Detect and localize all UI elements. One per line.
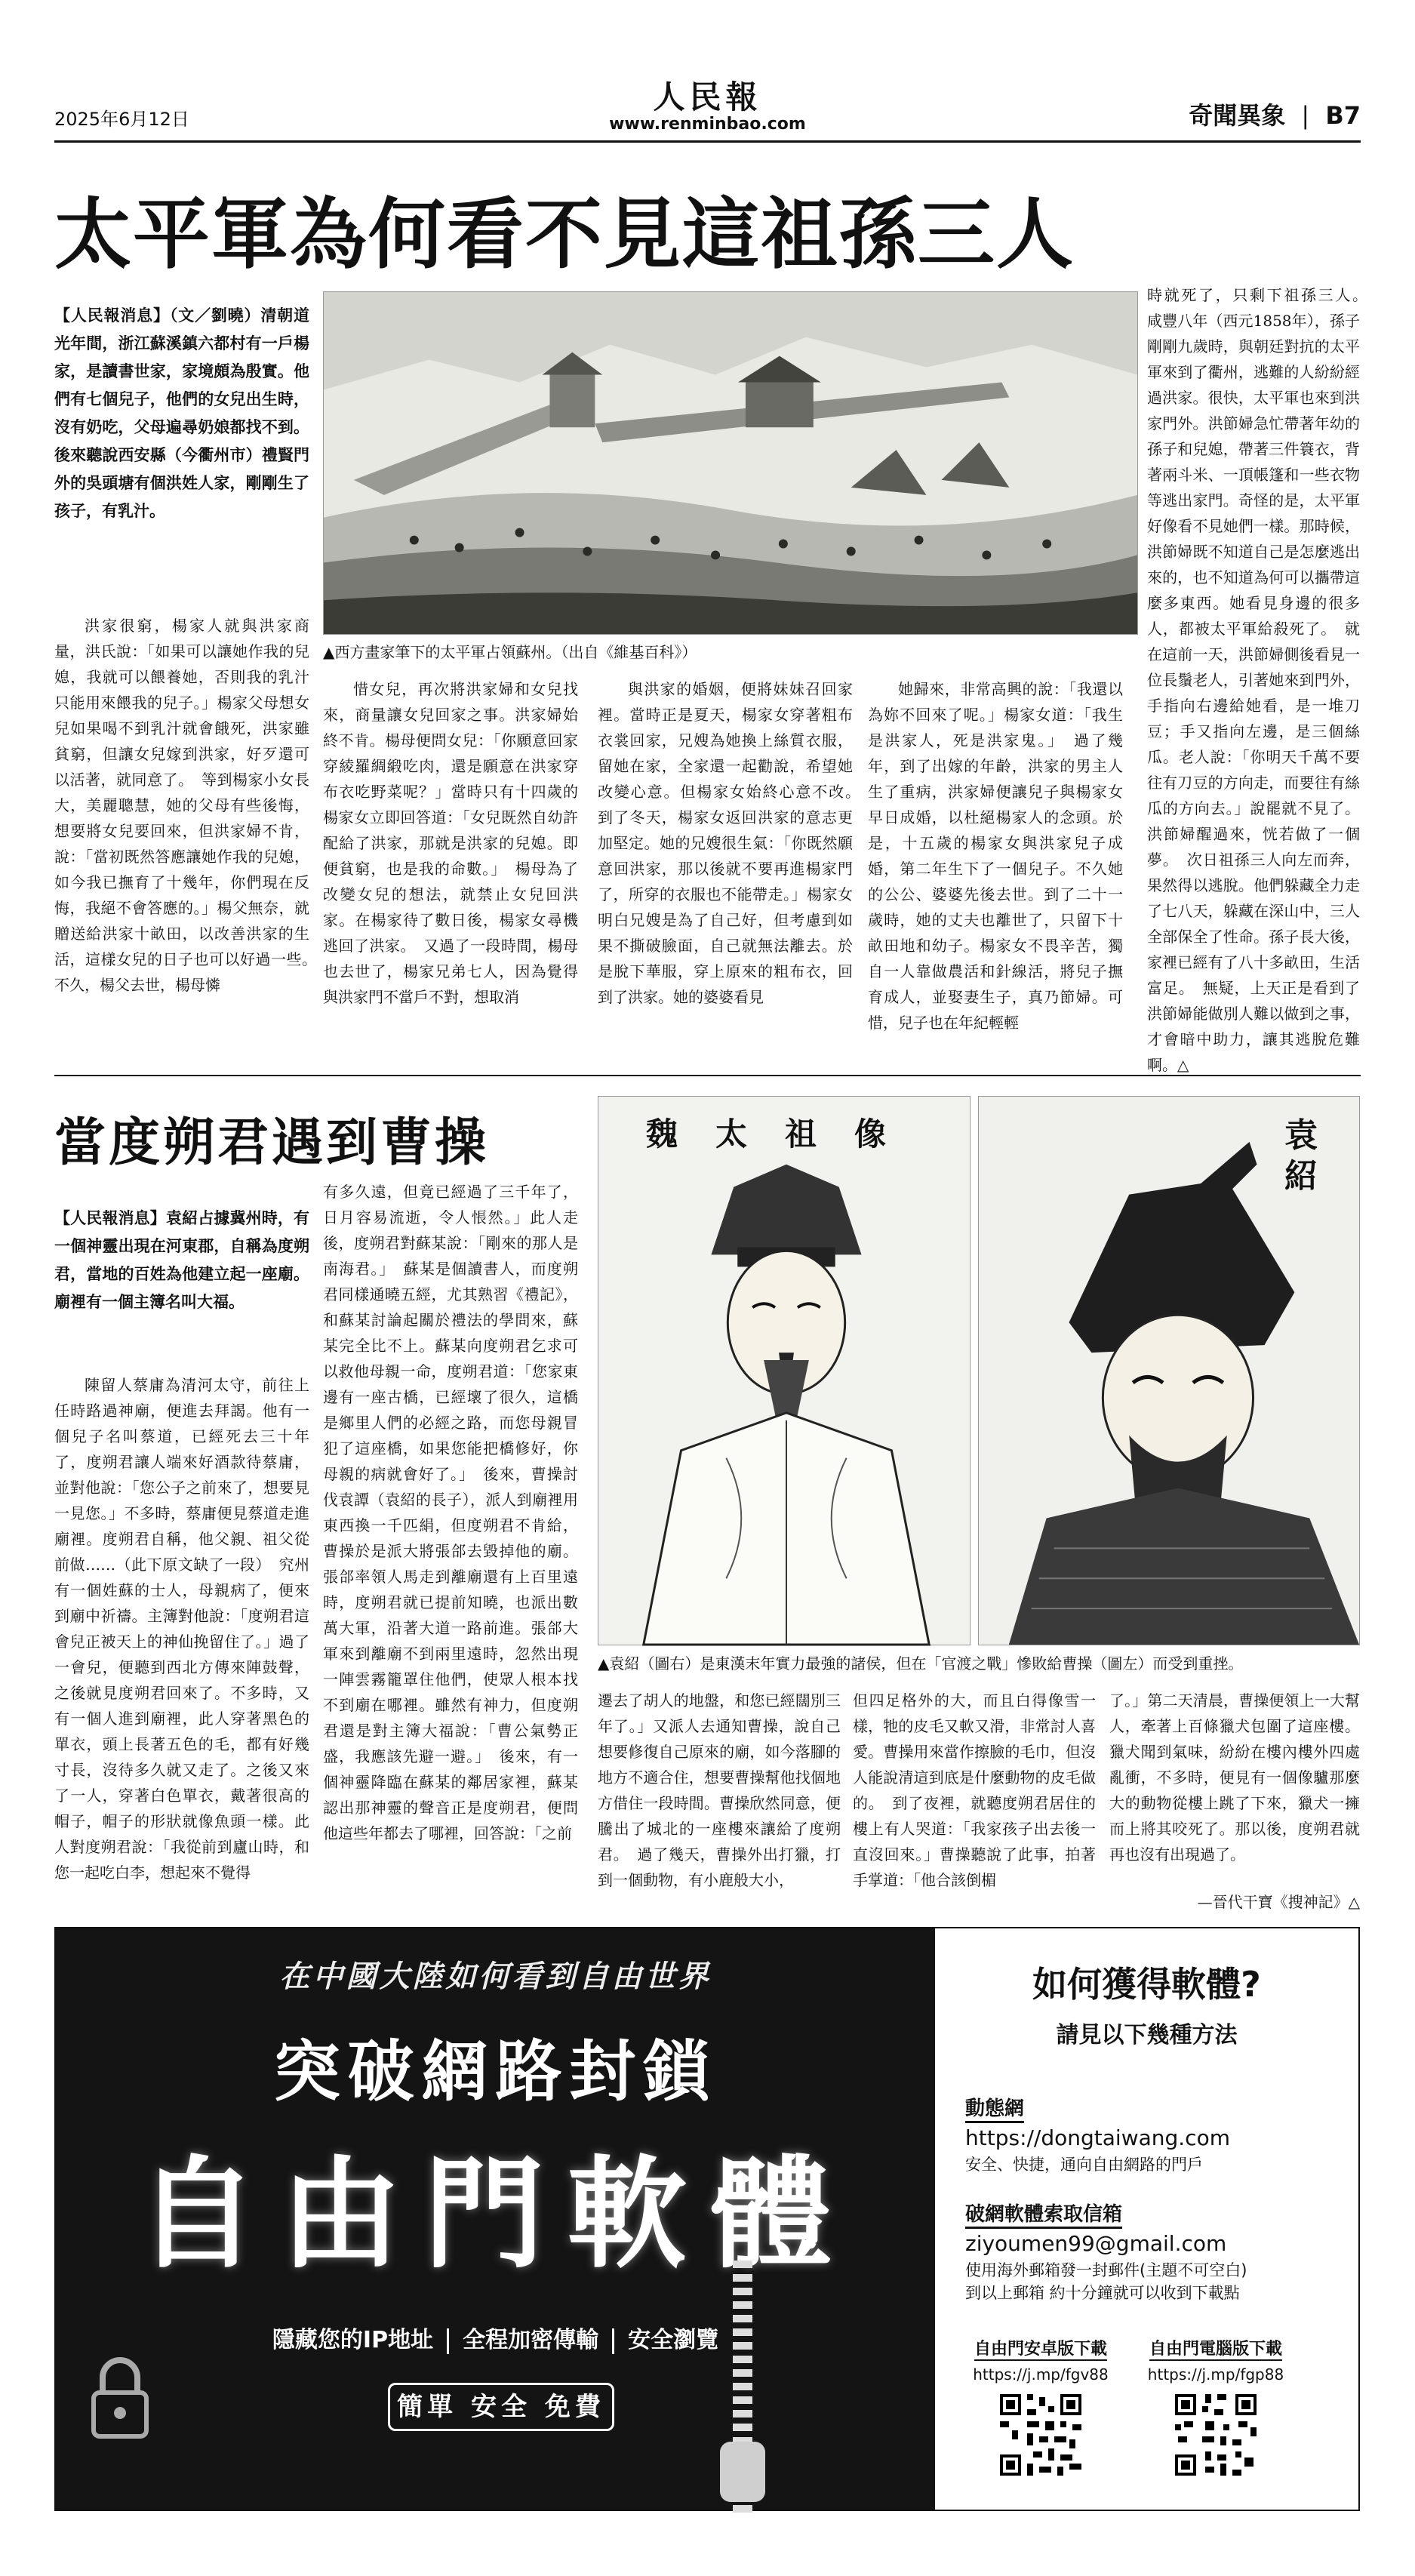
- article2-col-4: 但四足格外的大，而且白得像雪一樣，牠的皮毛又軟又滑，非常討人喜愛。曹操用來當作擦臉的毛巾，但沒人能說清這到底是什麼動物的皮毛做的。 到了夜裡，就聽度朔君居住的樓上有人哭道：「我家孩子出去後一直沒回來。」曹操聽說了此事，拍著手掌道：「他合該倒楣: [853, 1691, 1096, 1889]
- ad-feature-encrypt: 全程加密傳輸: [463, 2327, 599, 2353]
- masthead-rule: [54, 140, 1361, 143]
- article2-col-3: 遷去了胡人的地盤，和您已經闊別三年了。」又派人去通知曹操，說自己想要修復自己原來的廟，如今落腳的地方不適合住，想要曹操幫他找個地方借住一段時間。曹操欣然同意，便騰出了城北的一座樓來讓給了度朔君。 過了幾天，曹操外出打獵，打到一個動物，有小鹿般大小，: [598, 1691, 841, 1889]
- article2-lead: 【人民報消息】袁紹占據冀州時，有一個神靈出現在河東郡，自稱為度朔君，當地的百姓為他建立起一座廟。廟裡有一個主簿名叫大福。: [54, 1209, 309, 1311]
- qr-code-icon: [997, 2391, 1084, 2479]
- ad-download-android[interactable]: [958, 2336, 1124, 2482]
- ad-left-panel: [56, 1928, 935, 2510]
- ad-download-android-title: 自由門安卓版下載: [974, 2336, 1107, 2361]
- article1-col-4: 她歸來，非常高興的說：「我還以為妳不回來了呢。」楊家女道：「我生是洪家人，死是洪家鬼。」 過了幾年，到了出嫁的年齡，洪家的男主人生了重病，洪家婦便讓兒子與楊家女早日成婚，以杜絕楊家人的念頭。於是，十五歲的楊家女與洪家兒子成婚，第二年生下了一個兒子。不久她的公公、婆婆先後去世。到了二十一歲時，她的丈夫也離世了，只留下十畝田地和幼子。楊家女不畏辛苦，獨自一人靠做農活和針線活，將兒子撫育成人，並娶妻生子，真乃節婦。可惜，兒子也在年紀輕輕: [868, 680, 1123, 1032]
- ad-download-desktop-title: 自由門電腦版下載: [1149, 2336, 1282, 2361]
- article1-col-2: 惜女兒，再次將洪家婦和女兒找來，商量讓女兒回家之事。洪家婦始終不肯。楊母便問女兒：「你願意回家穿綾羅綢緞吃肉，還是願意在洪家穿布衣吃野菜呢？」當時只有十四歲的楊家女立即回答道：「女兒既然自幼許配給了洪家，那就是洪家的兒媳。即便貧窮，也是我的命數。」 楊母為了改變女兒的想法，就禁止女兒回洪家。在楊家待了數日後，楊家女尋機逃回了洪家。 又過了一段時間，楊母也去世了，楊家兄弟七人，因為覺得與洪家門不當戶不對，想取消: [323, 680, 578, 1006]
- article1-col-3: 與洪家的婚姻，便將妹妹召回家裡。當時正是夏天，楊家女穿著粗布衣裳回家，兄嫂為她換上絲質衣服，留她在家，全家還一起勸說，希望她改變心意。但楊家女始終心意不改。 到了冬天，楊家女返回洪家的意志更加堅定。她的兄嫂很生氣：「你既然願意回洪家，那以後就不要再進楊家門了，所穿的衣服也不能帶走。」楊家女明白兄嫂是為了自己好，但考慮到如果不撕破臉面，自己就無法離去。於是脫下華服，穿上原來的粗布衣，回到了洪家。她的婆婆看見: [598, 680, 868, 1006]
- cao-cao-portrait-svg: [598, 1097, 970, 1645]
- article1-lead: 【人民報消息】（文／劉曉）清朝道光年間，浙江蘇溪鎮六都村有一戶楊家，是讀書世家，家境頗為殷實。他們有七個兒子，他們的女兒出生時，沒有奶吃，父母遍尋奶娘都找不到。後來聽說西安縣（今衢州市）禮賢門外的吳頭塘有個洪姓人家，剛剛生了孩子，有乳汁。: [54, 306, 309, 520]
- article-divider: [54, 1075, 1361, 1076]
- section-name: 奇聞異象: [1189, 101, 1286, 130]
- article2-col-5: 了。」第二天清晨，曹操便領上一大幫人，牽著上百條獵犬包圍了這座樓。獵犬聞到氣味，紛紛在樓內樓外四處亂衝，不多時，便見有一個像驢那麼大的動物從樓上跳了下來，獵犬一擁而上將其咬死了。那以後，度朔君就再也沒有出現過了。: [1109, 1691, 1360, 1864]
- article2-col-2: 有多久遠，但竟已經過了三千年了，日月容易流逝，令人悵然。」此人走後，度朔君對蘇某說：「剛來的那人是南海君。」 蘇某是個讀書人，而度朔君同樣通曉五經，尤其熟習《禮記》，和蘇某討論起關於禮法的學問來，蘇某完全比不上。蘇某向度朔君乞求可以救他母親一命，度朔君道：「您家東邊有一座古橋，已經壞了很久，這橋是鄉里人們的必經之路，而您母親冒犯了這座橋，如果您能把橋修好，你母親的病就會好了。」 後來，曹操討伐袁譚（袁紹的長子），派人到廟裡用東西換一千匹絹，但度朔君不肯給，曹操於是派大將張郃去毀掉他的廟。張郃率領人馬走到離廟還有上百里遠時，度朔君就已提前知曉，也派出數萬大軍，沿著大道一路前進。張郃大軍來到離廟不到兩里遠時，忽然出現一陣雲霧籠罩住他們，使眾人根本找不到廟在哪裡。雖然有神力，但度朔君還是對主簿大福說：「曹公氣勢正盛，我應該先避一避。」 後來，有一個神靈降臨在蘇某的鄰居家裡，蘇某認出那神靈的聲音正是度朔君，便問他這些年都去了哪裡，回答說：「之前: [323, 1183, 578, 1842]
- ad-tagline: 簡單 安全 免費: [388, 2383, 614, 2431]
- qr-code-icon: [1172, 2391, 1260, 2479]
- page-number: B7: [1325, 101, 1361, 130]
- taiping-painting-svg: [324, 292, 1137, 634]
- article2-col-1: 陳留人蔡庸為清河太守，前往上任時路過神廟，便進去拜謁。他有一個兒子名叫蔡道，已經死去三十年了，度朔君讓人端來好酒款待蔡庸，並對他說：「您公子之前來了，想要見一見您。」不多時，蔡庸便見蔡道走進廟裡。度朔君自稱，他父親、祖父從前做……（此下原文缺了一段） 究州有一個姓蘇的士人，母親病了，便來到廟中祈禱。主簿對他說：「度朔君這會兒正被天上的神仙挽留住了。」過了一會兒，便聽到西北方傳來陣鼓聲，之後就見度朔君回來了。不多時，又有一個人進到廟裡，此人穿著黑色的單衣，頭上長著五色的毛，都有好幾寸長，沒待多久就又走了。之後又來了一人，穿著白色單衣，戴著很高的帽子，帽子的形狀就像魚頭一樣。此人對度朔君說：「我從前到廬山時，和您一起吃白李，想起來不覺得: [54, 1376, 309, 1882]
- ad-label-dongtaiwang: 動態網: [965, 2093, 1024, 2123]
- ad-download-desktop-url[interactable]: https://j.mp/fgp88: [1147, 2365, 1284, 2384]
- article2-headline: 當度朔君遇到曹操: [54, 1113, 490, 1173]
- ad-email[interactable]: ziyoumen99@gmail.com: [965, 2231, 1227, 2256]
- lock-icon: [86, 2351, 154, 2442]
- ad-right-subtitle: 請見以下幾種方法: [1056, 2022, 1238, 2048]
- article1-image-caption: ▲西方畫家筆下的太平軍占領蘇州。（出自《維基百科》）: [323, 643, 697, 661]
- divider: |: [1301, 101, 1310, 130]
- ad-download-android-url[interactable]: https://j.mp/fgv88: [973, 2365, 1109, 2384]
- freegate-ad[interactable]: [54, 1927, 1360, 2511]
- article2-image-caption: ▲袁紹（圖右）是東漢末年實力最強的諸侯，但在「官渡之戰」慘敗給曹操（圖左）而受到重挫。: [598, 1654, 1244, 1673]
- article1-col-5: 時就死了，只剩下祖孫三人。 咸豐八年（西元1858年），孫子剛剛九歲時，與朝廷對抗的太平軍來到了衢州，逃難的人紛紛經過洪家。很快，太平軍也來到洪家門外。洪節婦急忙帶著年幼的孫子和兒媳，帶著三件簑衣，背著兩斗米、一頂帳篷和一些衣物等逃出家門。奇怪的是，太平軍好像看不見她們一樣。那時候，洪節婦既不知道自己是怎麼逃出來的，也不知道為何可以攜帶這麼多東西。她看見身邊的很多人，都被太平軍給殺死了。 就在這前一天，洪節婦側後看見一位長鬚老人，引著她來到門外，手指向右邊給她看，是一堆刀豆；手又指向左邊，是三個絲瓜。老人說：「你明天千萬不要往有刀豆的方向走，而要往有絲瓜的方向去。」說罷就不見了。洪節婦醒過來，恍若做了一個夢。 次日祖孫三人向左而奔，果然得以逃脫。他們躲藏全力走了七八天，躲藏在深山中，三人全部保全了性命。孫子長大後，家裡已經有了八十多畝田，生活富足。 無疑，上天正是看到了洪節婦能做別人難以做到之事，才會暗中助力，讓其逃脫危難啊。△: [1147, 286, 1375, 1074]
- site-url[interactable]: www.renminbao.com: [609, 115, 806, 134]
- ad-right-title: 如何獲得軟體?: [1032, 1964, 1261, 2005]
- article2-source: —晉代干寶《搜神記》△: [1197, 1893, 1360, 1911]
- cao-cao-portrait: [598, 1096, 971, 1645]
- issue-date: 2025年6月12日: [54, 109, 189, 130]
- ad-email-desc-1: 使用海外郵箱發一封郵件(主題不可空白): [965, 2261, 1247, 2279]
- zipper-graphic: [644, 2261, 841, 2513]
- section-label: [1189, 97, 1361, 131]
- ad-feature-safe: 安全瀏覽: [628, 2327, 719, 2353]
- ad-url-dongtaiwang[interactable]: https://dongtaiwang.com: [965, 2125, 1230, 2150]
- newspaper-logo: 人民報: [653, 78, 762, 115]
- ad-feature-ip: 隱藏您的IP地址: [272, 2327, 434, 2353]
- yuan-shao-portrait-label: 袁紹: [1284, 1116, 1318, 1196]
- ad-product-name: 自由門軟體: [137, 2144, 854, 2285]
- ad-email-desc-2: 到以上郵箱 約十分鐘就可以收到下載點: [965, 2284, 1240, 2302]
- taiping-painting-image: [323, 291, 1138, 635]
- ad-label-email: 破網軟體索取信箱: [965, 2199, 1122, 2229]
- ad-top-line: 在中國大陸如何看到自由世界: [279, 1959, 712, 1994]
- ad-headline: 突破網路封鎖: [273, 2033, 718, 2110]
- ad-download-desktop[interactable]: [1133, 2336, 1299, 2482]
- cao-cao-portrait-label: 魏太祖像: [645, 1116, 924, 1153]
- article1-col-1: 洪家很窮，楊家人就與洪家商量，洪氏說：「如果可以讓她作我的兒媳，我就可以餵養她，否則我的乳汁只能用來餵我的兒子。」楊家父母想女兒如果喝不到乳汁就會餓死，洪家雖貧窮，但讓女兒嫁到洪家，好歹還可以活著，就同意了。 等到楊家小女長大，美麗聰慧，她的父母有些後悔，想要將女兒要回來，但洪家婦不肯，說：「當初既然答應讓她作我的兒媳，如今我已撫育了十幾年，你們現在反悔，我絕不會答應的。」楊父無奈，就贈送給洪家十畝田，以改善洪家的生活，這樣女兒的日子也可以好過一些。 不久，楊父去世，楊母憐: [54, 617, 325, 994]
- ad-right-panel: [935, 1928, 1358, 2510]
- ad-desc-dongtaiwang: 安全、快捷，通向自由網路的門戶: [965, 2156, 1203, 2174]
- article1-headline: 太平軍為何看不見這祖孫三人: [54, 189, 1075, 280]
